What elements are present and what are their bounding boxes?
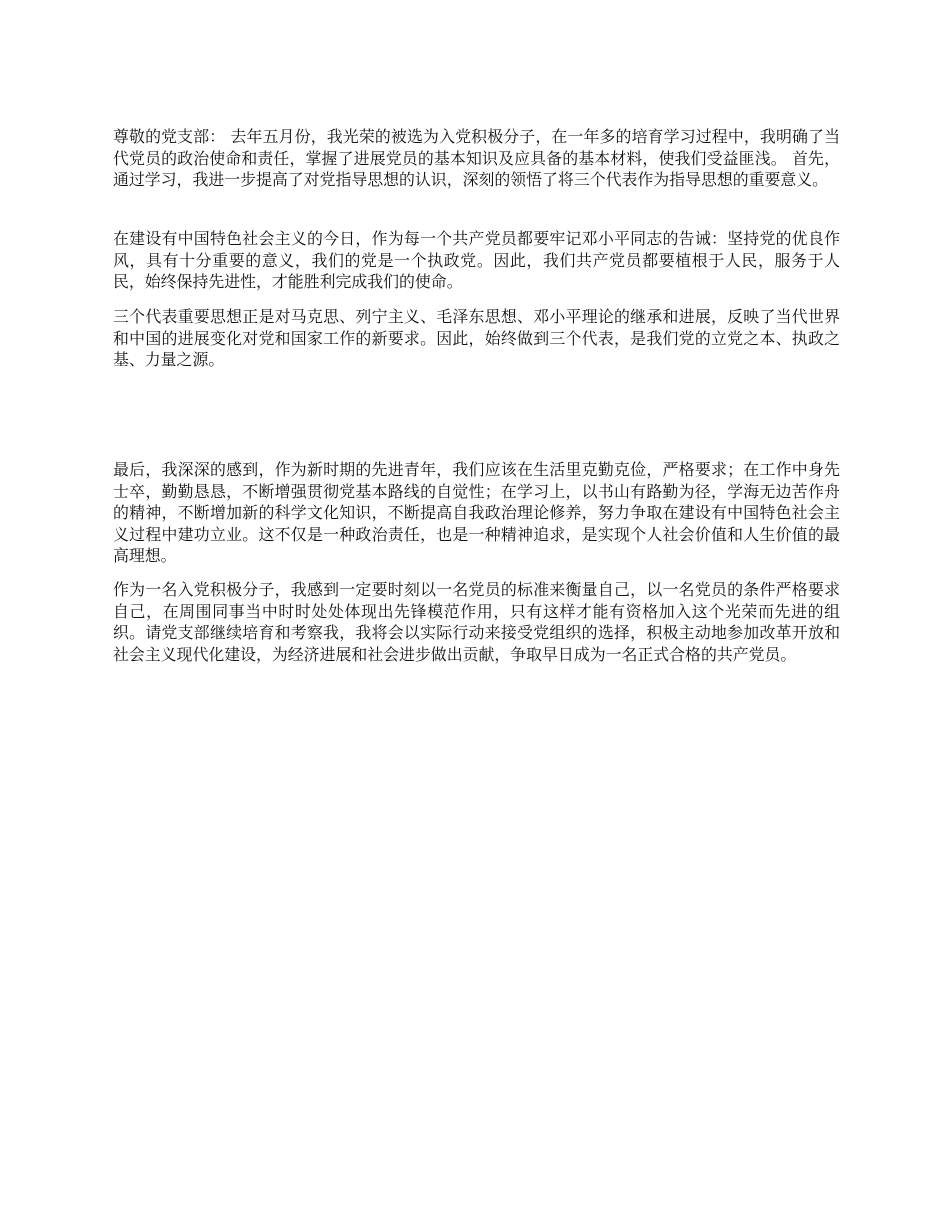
paragraph-conclusion: 最后，我深深的感到，作为新时期的先进青年，我们应该在生活里克勤克俭，严格要求；在工作中身先士卒，勤勤恳恳，不断增强贯彻党基本路线的自觉性；在学习上，以书山有路勤为径，学海无边苦作舟的精神，不断增加新的科学文化知识，不断提高自我政治理论修养，努力争取在建设有中国特色社会主义过程中建功立业。这不仅是一种政治责任，也是一种精神追求，是实现个人社会价值和人生价值的最高理想。	[113, 460, 840, 565]
paragraph-greeting: 尊敬的党支部： 去年五月份，我光荣的被选为入党积极分子，在一年多的培育学习过程中，我明确了当代党员的政治使命和责任，掌握了进展党员的基本知识及应具备的基本材料，使我们受益匪浅。 首先，通过学习，我进一步提高了对党指导思想的认识，深刻的领悟了将三个代表作为指导思想的重要意义。	[113, 127, 840, 189]
paragraph-party-style: 在建设有中国特色社会主义的今日，作为每一个共产党员都要牢记邓小平同志的告诫：坚持党的优良作风，具有十分重要的意义，我们的党是一个执政党。因此，我们共产党员都要植根于人民，服务于人民，始终保持先进性，才能胜利完成我们的使命。	[113, 229, 840, 291]
paragraph-commitment: 作为一名入党积极分子，我感到一定要时刻以一名党员的标准来衡量自己，以一名党员的条件严格要求自己，在周围同事当中时时处处体现出先锋模范作用，只有这样才能有资格加入这个光荣而先进的组织。请党支部继续培育和考察我，我将会以实际行动来接受党组织的选择，积极主动地参加改革开放和社会主义现代化建设，为经济进展和社会进步做出贡献，争取早日成为一名正式合格的共产党员。	[113, 580, 840, 664]
paragraph-three-represents: 三个代表重要思想正是对马克思、列宁主义、毛泽东思想、邓小平理论的继承和进展，反映了当代世界和中国的进展变化对党和国家工作的新要求。因此，始终做到三个代表，是我们党的立党之本、执政之基、力量之源。	[113, 307, 840, 369]
